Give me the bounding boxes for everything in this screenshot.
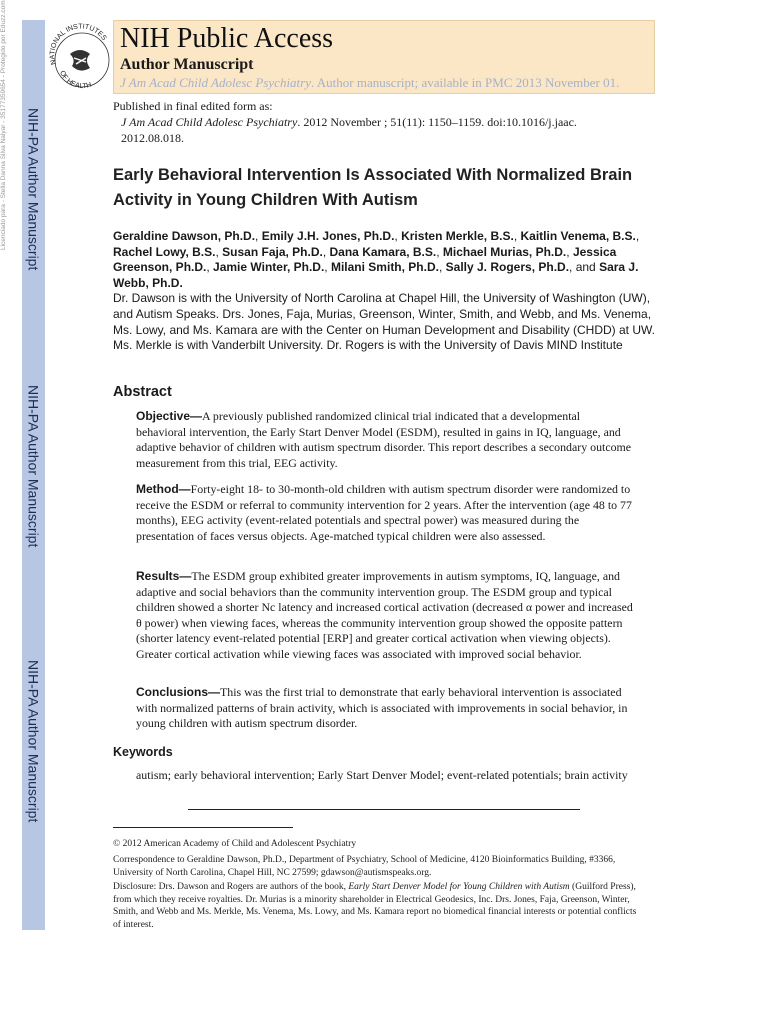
author-name: Milani Smith, Ph.D.	[330, 260, 439, 275]
citation-text: . 2012 November ; 51(11): 1150–1159. doi:10.1016/j.jaac.	[297, 115, 577, 129]
author-name: Sally J. Rogers, Ph.D.	[445, 260, 570, 275]
author-name: Rachel Lowy, B.S.	[113, 244, 216, 259]
author-name: Emily J.H. Jones, Ph.D.	[261, 229, 395, 243]
header-availability	[120, 75, 619, 91]
abstract-heading: Abstract	[113, 384, 172, 400]
seal-top-text: NATIONAL INSTITUTES	[49, 23, 108, 66]
author-list: Geraldine Dawson, Ph.D., Emily J.H. Jones, Ph.D., Kristen Merkle, B.S., Kaitlin Venema, B.S., Rachel Lowy, B.S., Susan Faja, Ph.D., Dana Kamara, B.S., Michael Murias, Ph.D., Jessica Greenson, Ph.D., Jamie Winter, Ph.D., Milani Smith, Ph.D., Sally J. Rogers, Ph.D., and Sara J. Webb, Ph.D. Dr. Dawson is with the University of North Carolina at Chapel Hill, the University of Washington (UW), and Autism Speaks. Drs. Jones, Faja, Murias, Greenson, Winter, Smith, and Webb, and Ms. Venema, Ms. Lowy, and Ms. Kamara are with the Center on Human Development and Disability (CHDD) at UW. Ms. Merkle is with Vanderbilt University. Dr. Rogers is with the University of Davis MIND Institute	[113, 229, 658, 354]
disclosure-book: Early Start Denver Model for Young Children with Autism	[348, 882, 570, 892]
objective-text: A previously published randomized clinical trial indicated that a developmental behavioral intervention, the Early Start Denver Model (ESDM), resulted in gains in IQ, language, and adaptive behavior of children with autism spectrum disorder. This report describes a secondary outcome measurement from this trial, EEG activity.	[136, 409, 632, 470]
abstract-conclusions	[136, 685, 633, 732]
keywords-text: autism; early behavioral intervention; Early Start Denver Model; event-related potentials; brain activity	[136, 768, 628, 782]
publication-citation	[113, 114, 633, 130]
author-name: Michael Murias, Ph.D.	[442, 244, 567, 259]
abstract-objective	[136, 409, 633, 471]
seal-bottom-text: OF HEALTH	[58, 69, 93, 91]
keywords-heading: Keywords	[113, 745, 173, 759]
svg-text:OF HEALTH	[58, 70, 92, 90]
author-name: Kristen Merkle, B.S.	[401, 229, 514, 243]
header-title: NIH Public Access	[120, 23, 334, 54]
results-text: The ESDM group exhibited greater improvements in autism symptoms, IQ, language, and adaptive and social behaviors than the community intervention group. The ESDM group and typical children showed a shorter Nc latency and increased cortical activation (decreased α power and increased θ power) when viewing faces, whereas the community intervention group showed the opposite pattern (shorter latency event-related potential [ERP] and greater cortical activation when viewing objects). Greater cortical activation while viewing faces was associated with improved social behavior.	[136, 569, 633, 661]
footnote-copyright: © 2012 American Academy of Child and Adolescent Psychiatry	[113, 839, 357, 849]
article-title: Early Behavioral Intervention Is Associated With Normalized Brain Activity in Young Children With Autism	[113, 166, 633, 209]
and-word: and	[575, 260, 596, 275]
author-name: Susan Faja, Ph.D.	[222, 244, 323, 259]
author-name: Sara J. Webb, Ph.D.	[113, 260, 639, 290]
header-journal: J Am Acad Child Adolesc Psychiatry	[120, 75, 311, 90]
footnote-divider	[113, 827, 293, 828]
footnote-disclosure	[113, 881, 643, 931]
author-name: Jamie Winter, Ph.D.	[213, 260, 325, 275]
conclusions-label: Conclusions—	[136, 685, 221, 699]
sidebar-label: NIH-PA Author Manuscript	[25, 108, 42, 271]
author-name: Dana Kamara, B.S.	[329, 244, 437, 259]
disclosure-end: (Guilford Press), from which they receive royalties. Dr. Murias is a minority shareholder in Electrical Geodesics, Inc. Drs. Jones, Faja, Greenson, Winter, Smith, and Webb and Ms. Merkle, Ms. Venema, Ms. Lowy, and Ms. Kamara report no biomedical financial interests or potential conflicts of interest.	[113, 882, 637, 930]
disclosure-start: Disclosure: Drs. Dawson and Rogers are authors of the book,	[113, 882, 349, 892]
author-name: Geraldine Dawson, Ph.D.	[113, 229, 256, 243]
author-name: Kaitlin Venema, B.S.	[520, 229, 636, 243]
nih-sidebar	[22, 20, 45, 930]
results-label: Results—	[136, 569, 192, 583]
conclusions-text: This was the first trial to demonstrate that early behavioral intervention is associated with normalized patterns of brain activity, which is associated with improvements in social behavior, in young children with autism spectrum disorder.	[136, 685, 628, 731]
footnote-correspondence: Correspondence to Geraldine Dawson, Ph.D., Department of Psychiatry, School of Medicine, 4120 Bioinformatics Building, #3366, University of North Carolina, Chapel Hill, NC 27599; gdawson@autismspeaks.org.	[113, 855, 616, 878]
abstract-results	[136, 569, 633, 663]
author-name: Jessica Greenson, Ph.D.	[113, 244, 617, 275]
nih-seal-logo	[46, 20, 114, 95]
sidebar-label: NIH-PA Author Manuscript	[25, 385, 42, 548]
method-label: Method—	[136, 482, 191, 496]
publication-intro: Published in final edited form as:	[113, 99, 273, 113]
publication-info	[113, 98, 633, 146]
method-text: Forty-eight 18- to 30-month-old children with autism spectrum disorder were randomized to receive the ESDM or referral to community intervention for 2 years. After the intervention (age 48 to 77 months), EEG activity (event-related potentials and spectral power) was measured during the presentation of faces versus objects. Age-matched typical children were also assessed.	[136, 482, 632, 543]
section-divider	[188, 809, 580, 810]
abstract-method	[136, 482, 633, 544]
publication-citation-cont: 2012.08.018.	[121, 131, 184, 145]
sidebar-label: NIH-PA Author Manuscript	[25, 660, 42, 823]
header-banner	[113, 20, 655, 94]
license-watermark: Licenciado para - Stella Danna Silva Nalyar - 35177359654 - Protegido por Eduzz.com	[0, 0, 7, 250]
header-subtitle: Author Manuscript	[120, 56, 254, 73]
author-affiliation: Dr. Dawson is with the University of North Carolina at Chapel Hill, the University of Washington (UW), and Autism Speaks. Drs. Jones, Faja, Murias, Greenson, Winter, Smith, and Webb, and Ms. Venema, Ms. Lowy, and Ms. Kamara are with the Center on Human Development and Disability (CHDD) at UW. Ms. Merkle is with Vanderbilt University. Dr. Rogers is with the University of Davis MIND Institute	[113, 291, 655, 353]
citation-journal: J Am Acad Child Adolesc Psychiatry	[121, 115, 298, 129]
objective-label: Objective—	[136, 409, 203, 423]
header-availability-text: . Author manuscript; available in PMC 2013 November 01.	[311, 75, 620, 90]
